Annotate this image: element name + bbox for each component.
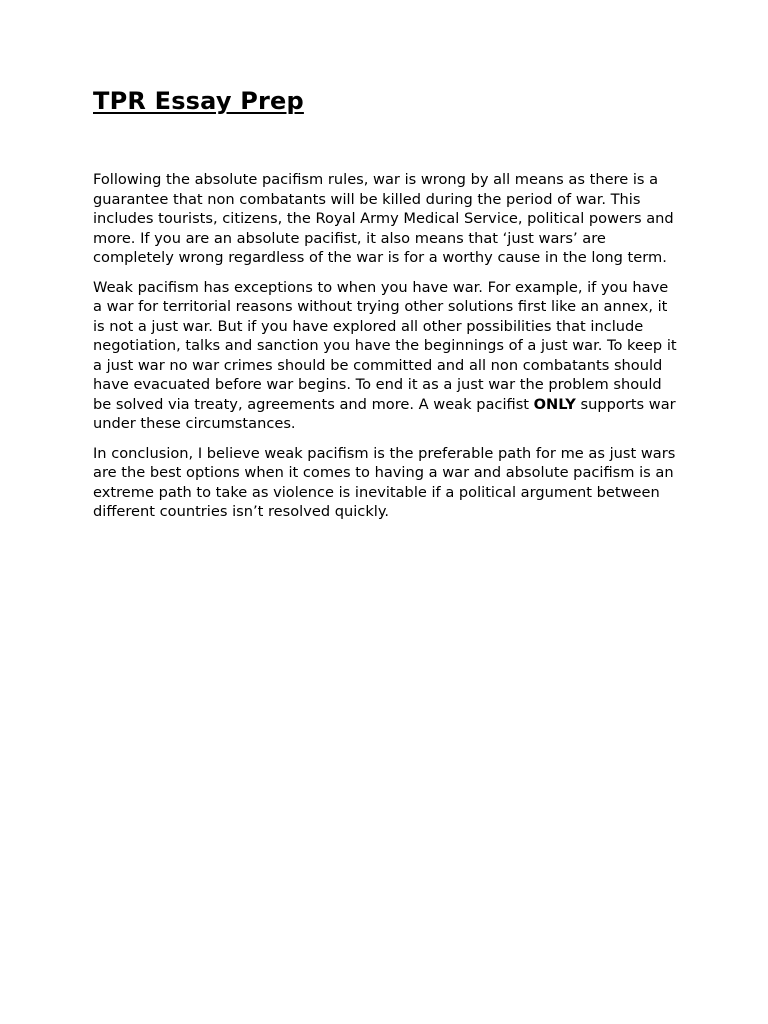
- paragraph-weak-pacifism-ending: supports war under these circumstances.: [93, 395, 676, 432]
- paragraph-weak-pacifism: [93, 278, 678, 434]
- essay-body: [93, 170, 678, 532]
- paragraph-weak-pacifism-text: Weak pacifism has exceptions to when you have war. For example, if you have a war for territorial reasons without trying other solutions first like an annex, it is not a just war. But if you have explored all other possibilities that include negotiation, talks and sanction you have the beginnings of a just war. To keep it a just war no war crimes should be committed and all non combatants should have evacuated before war begins. To end it as a just war the problem should be solved via treaty, agreements and more. A weak pacifist: [93, 278, 677, 413]
- paragraph-absolute-pacifism: Following the absolute pacifism rules, war is wrong by all means as there is a guarantee that non combatants will be killed during the period of war. This includes tourists, citizens, the Royal Army Medical Service, political powers and more. If you are an absolute pacifist, it also means that ‘just wars’ are completely wrong regardless of the war is for a worthy cause in the long term.: [93, 171, 674, 266]
- paragraph-conclusion: In conclusion, I believe weak pacifism is the preferable path for me as just wars are the best options when it comes to having a war and absolute pacifism is an extreme path to take as violence is inevitable if a political argument between different countries isn’t resolved quickly.: [93, 444, 676, 520]
- document-title: TPR Essay Prep: [93, 87, 304, 115]
- emphasis-only: ONLY: [533, 395, 576, 413]
